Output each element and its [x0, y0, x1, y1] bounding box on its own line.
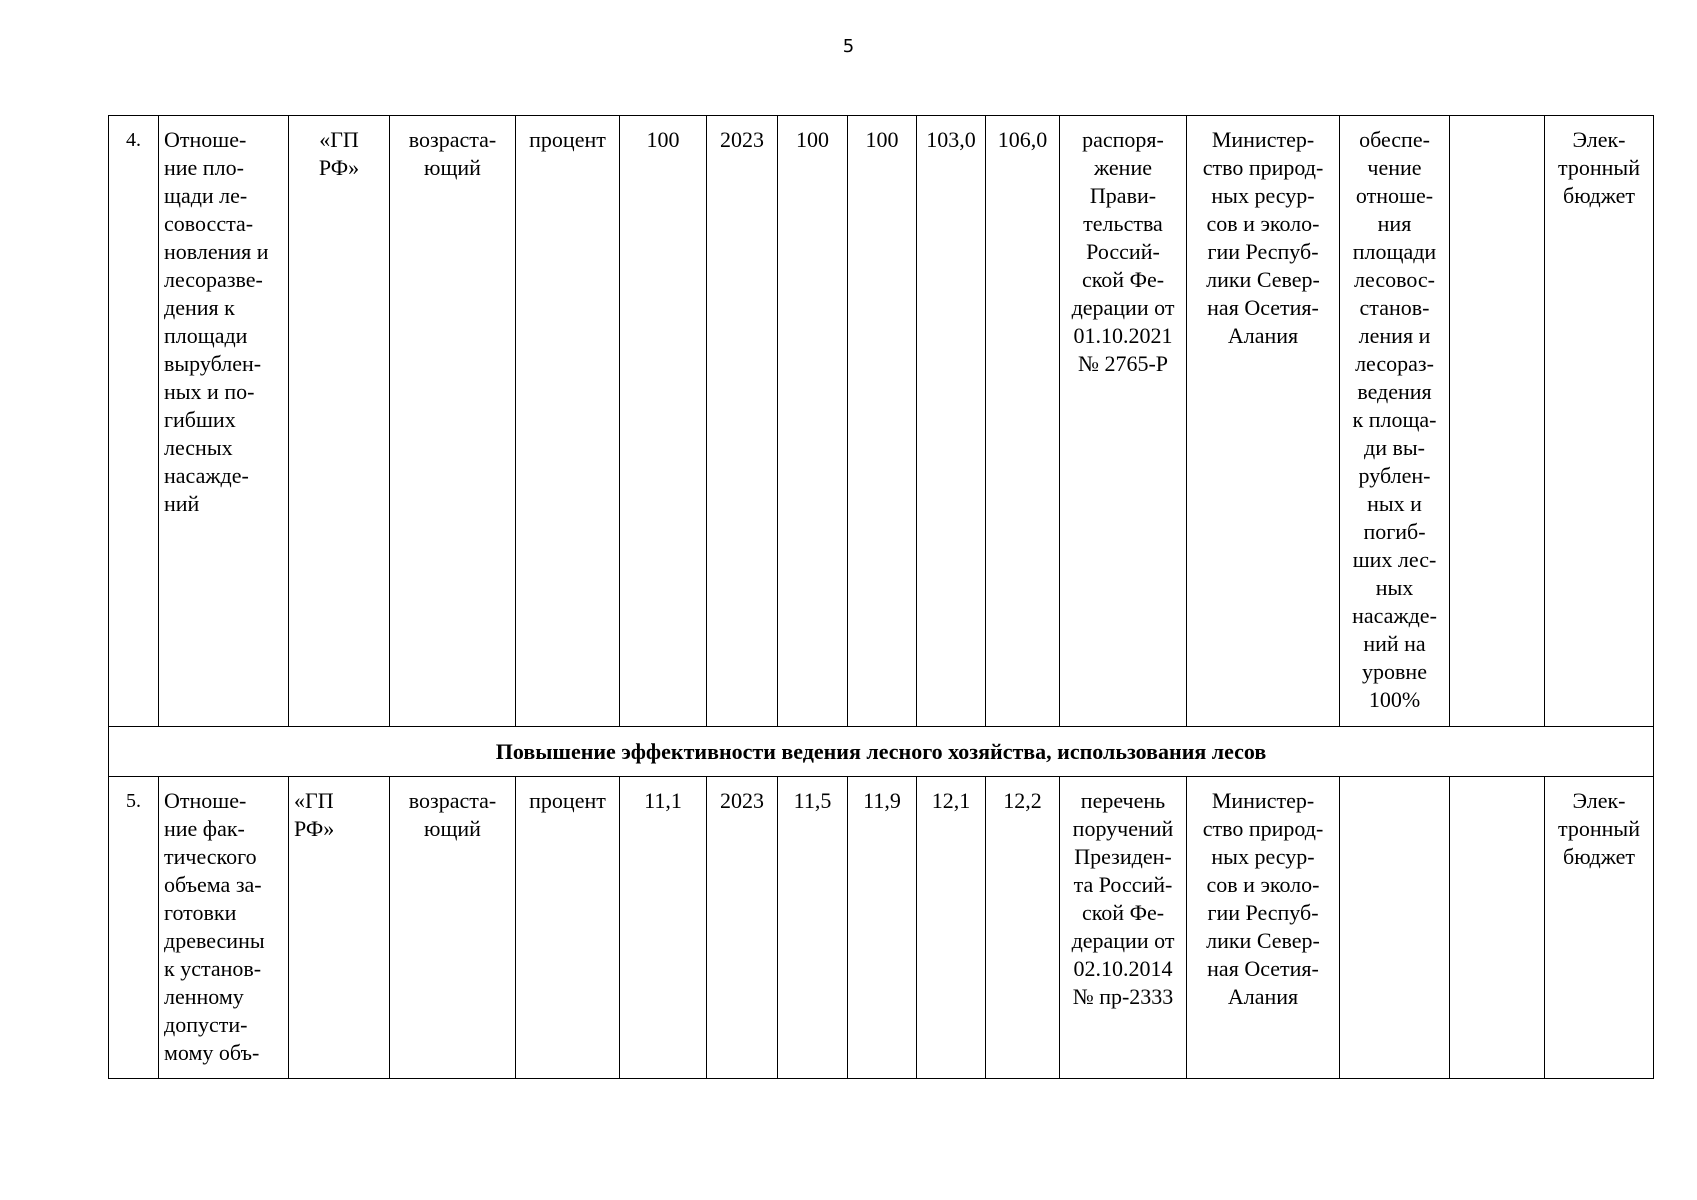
info-system-cell: [1545, 777, 1654, 1079]
indicators-table: [108, 115, 1654, 1079]
table-row: [109, 777, 1654, 1079]
info-system-text: Элек- тронный бюджет: [1558, 788, 1640, 869]
document-cell: [1060, 116, 1187, 727]
trend-text: возраста- ющий: [408, 127, 497, 180]
value-cell: 103,0: [917, 116, 986, 727]
value-cell: 11,9: [848, 777, 917, 1079]
unit-cell: процент: [516, 116, 620, 727]
base-year-cell: 2023: [707, 777, 778, 1079]
info-system-text: Элек- тронный бюджет: [1558, 127, 1640, 208]
section-title: Повышение эффективности ведения лесного хозяйства, использования лесов: [109, 727, 1654, 777]
responsible-cell: [1187, 777, 1340, 1079]
value-cell: 106,0: [986, 116, 1060, 727]
value-cell: 12,2: [986, 777, 1060, 1079]
level-text: «ГП РФ»: [318, 127, 360, 180]
level-cell: [289, 777, 390, 1079]
trend-text: возраста- ющий: [408, 788, 497, 841]
base-value-cell: 11,1: [620, 777, 707, 1079]
responsible-cell: [1187, 116, 1340, 727]
level-cell: [289, 116, 390, 727]
row-number-cell: 5.: [109, 777, 159, 1079]
goal-link-cell: [1340, 116, 1450, 727]
extra-cell: [1450, 777, 1545, 1079]
info-system-cell: [1545, 116, 1654, 727]
goal-link-text: обеспе- чение отноше- ния площади лесовос- станов- ления и лесораз- ведения к площа- ди вы- рублен- ных и погиб- ших лес- ных насажде- ний на уровне 100%: [1352, 127, 1437, 712]
document-text: перечень поручений Президен- та Россий- ской Фе- дерации от 02.10.2014 № пр-2333: [1071, 788, 1175, 1009]
responsible-text: Министер- ство природ- ных ресур- сов и эколо- гии Респуб- лики Север- ная Осетия- Алания: [1202, 788, 1324, 1009]
value-cell: 11,5: [778, 777, 848, 1079]
table-row: [109, 116, 1654, 727]
unit-cell: процент: [516, 777, 620, 1079]
document-text: распоря- жение Прави- тельства Россий- ской Фе- дерации от 01.10.2021 № 2765-Р: [1071, 127, 1175, 376]
row-number-cell: 4.: [109, 116, 159, 727]
value-cell: 100: [848, 116, 917, 727]
page-number: 5: [842, 36, 855, 57]
goal-link-cell: [1340, 777, 1450, 1079]
base-value-cell: 100: [620, 116, 707, 727]
value-cell: 12,1: [917, 777, 986, 1079]
extra-cell: [1450, 116, 1545, 727]
indicator-name: Отноше- ние фак- тического объема за- готовки древесины к установ- ленному допусти- мому объ-: [164, 788, 265, 1065]
trend-cell: [390, 777, 516, 1079]
indicator-name-cell: [159, 116, 289, 727]
document-cell: [1060, 777, 1187, 1079]
responsible-text: Министер- ство природ- ных ресур- сов и эколо- гии Респуб- лики Север- ная Осетия- Алания: [1202, 127, 1324, 348]
indicator-name: Отноше- ние пло- щади ле- совосста- новления и лесоразве- дения к площади вырублен- ных и по- гибших лесных насажде- ний: [164, 127, 269, 516]
indicator-name-cell: [159, 777, 289, 1079]
section-header-row: [109, 727, 1654, 777]
base-year-cell: 2023: [707, 116, 778, 727]
trend-cell: [390, 116, 516, 727]
level-text: «ГП РФ»: [294, 788, 335, 841]
value-cell: 100: [778, 116, 848, 727]
